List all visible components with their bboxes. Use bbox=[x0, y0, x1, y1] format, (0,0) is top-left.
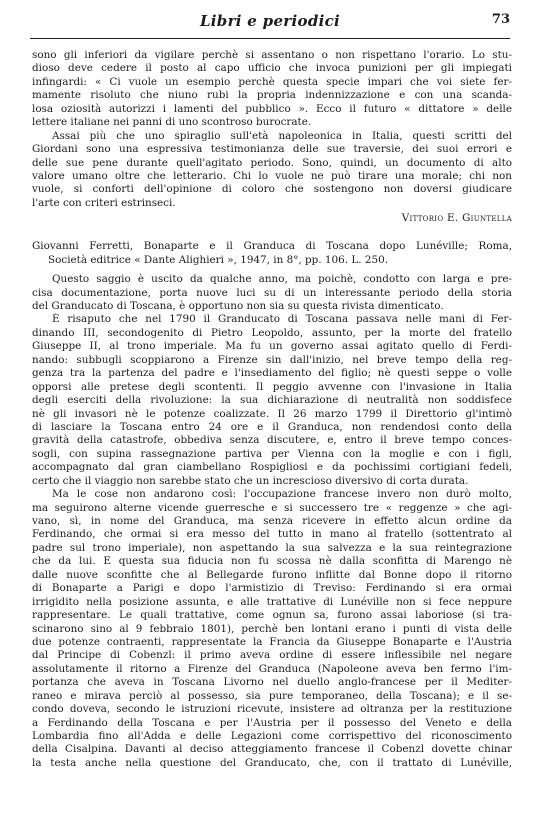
text-line: condo doveva, secondo le istruzioni ricevute, insistere ad oltranza per la restituzione bbox=[32, 703, 512, 716]
page-header bbox=[30, 6, 510, 40]
text-line: Giuseppe II, al trono imperiale. Ma fu un governo assai agitato quello di Ferdi- bbox=[32, 340, 512, 353]
text-line: a Ferdinando della Toscana e per l'Austria per il possesso del Veneto e della bbox=[32, 716, 512, 729]
text-line: Ferdinando, che ormai si era messo del tutto in mano al fratello (sottentrato al bbox=[32, 528, 512, 541]
reviewer-signature: Vittorio E. Giuntella bbox=[401, 212, 512, 225]
text-line: vano, sì, in nome del Granduca, ma senza ricevere in effetto alcun ordine da bbox=[32, 515, 512, 527]
text-line: degli eserciti della rivoluzione: la sua dichiarazione di neutralità non soddisfece bbox=[32, 394, 512, 407]
text-line: losa oziosità autorizzi i lamenti del pubblico ». Ecco il futuro « dittatore » delle bbox=[32, 102, 512, 115]
text-line: genza tra la partenza del padre e l'insediamento del figlio; nè questi seppe o volle bbox=[32, 367, 512, 380]
text-line: della Cisalpina. Davanti al deciso atteggiamento francese il Cobenzl dovette chinar bbox=[32, 743, 512, 756]
text-line: assolutamente il ritorno a Firenze del Granduca (Napoleone aveva ben fermo l'im- bbox=[32, 662, 512, 675]
review2-citation bbox=[32, 240, 512, 267]
text-line: Assai più che uno spiraglio sull'età napoleonica in Italia, questi scritti del bbox=[52, 129, 512, 142]
text-line: di Bonaparte a Parigi e dopo l'armistizio di Treviso: Ferdinando si era ormai bbox=[32, 582, 512, 595]
text-line: Giordani sono una espressiva testimonianza delle sue traversie, dei suoi errori e bbox=[32, 143, 512, 156]
text-line: certo che il viaggio non sarebbe stato che un incresciosο diversivo di corta durata. bbox=[32, 474, 469, 487]
citation-line: Giovanni Ferretti, Bonaparte e il Granduca di Toscana dopo Lunéville; Roma, bbox=[32, 240, 512, 253]
text-line: nè gli invasori nè le potenze coalizzate. Il 26 marzo 1799 il Direttorio gl'intimò bbox=[32, 407, 512, 420]
text-line: nando: subbugli scoppiarono a Firenze sin dall'inizio, nel breve tempo della reg- bbox=[32, 353, 512, 366]
text-line: sogli, con supina rassegnazione partiva per Vienna con la moglie e con i figli, bbox=[32, 447, 512, 460]
review-text-column bbox=[32, 49, 512, 770]
text-line: mamente risoluto che niuno rubi la propria indennizzazione e con una scanda- bbox=[32, 89, 512, 102]
text-line: la testa anche nella questione del Granducato, che, con il trattato di Lunéville, bbox=[32, 756, 512, 769]
text-line: che da lui. E questa sua fiducia non fu scossa nè dalla sconfitta di Marengo nè bbox=[32, 555, 512, 568]
text-line: padre sul trono imperiale), non aspettando la sua salvezza e la sua reintegrazione bbox=[32, 541, 512, 554]
text-line: sono gli inferiori da vigilare perchè si assentano o non rispettano l'orario. Lo stu- bbox=[32, 49, 512, 61]
header-rule bbox=[30, 38, 510, 39]
review2-paragraph-3 bbox=[32, 488, 512, 770]
text-line: valore umano oltre che letterario. Chi lo vuole ne può tirare una morale; chi non bbox=[32, 169, 512, 182]
text-line: opporsi alle pretese degli scontenti. Il peggio avvenne con l'invasione in Italia bbox=[32, 380, 512, 393]
text-line: È risaputo che nel 1790 il Granducato di Toscana passava nelle mani di Fer- bbox=[52, 313, 512, 326]
text-line: dioso deve cedere il posto al capo ufficio che invoca punizioni per gli impiegati bbox=[32, 62, 512, 75]
section-gap bbox=[32, 228, 512, 240]
text-line: ma seguirono alterne vicende guerresche e si successero tre « reggenze » che agi- bbox=[32, 501, 512, 514]
review2-paragraph-2 bbox=[32, 313, 512, 488]
text-line: dal Principe di Cobenzl: il primo aveva ordine di essere inflessibile nel negare bbox=[32, 649, 512, 662]
text-line: raneo e mirava perciò al possesso, sia pure temporaneo, della Toscana); e il se- bbox=[32, 689, 512, 702]
text-line: dinando III, secondogenito di Pietro Leopoldo, assunto, per la morte del fratello bbox=[32, 326, 512, 339]
text-line: di lasciare la Toscana entro 24 ore e il Granduca, non rendendosi conto della bbox=[32, 420, 512, 433]
review1-paragraph-1 bbox=[32, 49, 512, 130]
text-line: rappresentare. Le quali trattative, come ognun sa, furono assai laboriose (si tra- bbox=[32, 609, 512, 622]
running-title: Libri e periodici bbox=[199, 12, 341, 30]
text-line: due potenze contraenti, rappresentate la Francia da Giuseppe Bonaparte e l'Austria bbox=[32, 635, 512, 648]
review2-paragraph-1 bbox=[32, 273, 512, 313]
citation-line: Società editrice « Dante Alighieri », 1947, in 8°, pp. 106. L. 250. bbox=[48, 253, 388, 266]
text-line: gravità della catastrofe, obbediva senza discutere, e, entro il breve tempo conces- bbox=[32, 434, 512, 447]
text-line: scinarono sino al 9 febbraio 1801), perchè ben lontani erano i punti di vista delle bbox=[32, 622, 512, 635]
text-line: cisa documentazione, porta nuove luci su di un interessante periodo della storia bbox=[32, 286, 512, 299]
review1-paragraph-2 bbox=[32, 130, 512, 211]
text-line: lettere italiane nei panni di uno scontroso burocrate. bbox=[32, 116, 312, 129]
text-line: vuole, si conforti dell'opinione di coloro che sostengono non doversi giudicare bbox=[32, 183, 512, 196]
text-line: delle sue pene durante quell'agitato periodo. Sono, quindi, un documento di alto bbox=[32, 156, 512, 169]
text-line: l'arte con criteri estrinseci. bbox=[32, 196, 176, 209]
text-line: Ma le cose non andarono così: l'occupazione francese invero non durò molto, bbox=[52, 488, 512, 501]
text-line: infingardi: « Ci vuole un esempio perchè questa specie impari che voi siete fer- bbox=[32, 75, 512, 88]
text-line: dalle nuove sconfitte che al Bellegarde furono inflitte dal Bonne dopo il ritorno bbox=[32, 568, 512, 581]
text-line: del Granducato di Toscana, è opportuno non sia su questa rivista dimenticato. bbox=[32, 300, 444, 312]
text-line: irrigidito nella posizione assunta, e alle trattative di Lunéville non si fece neppure bbox=[32, 595, 512, 608]
text-line: Lombardia fino all'Adda e delle Legazioni come corrispettivo del riconoscimento bbox=[32, 730, 512, 742]
text-line: portanza che aveva in Toscana Livorno nel duello anglo-francese per il Mediter- bbox=[32, 676, 512, 689]
page-number: 73 bbox=[491, 12, 510, 27]
text-line: accompagnato dal gran ciambellano Rospigliosi e da pochissimi cortigiani fedeli, bbox=[32, 461, 512, 474]
text-line: Questo saggio è uscito da qualche anno, ma poichè, condotto con larga e pre- bbox=[52, 273, 512, 286]
